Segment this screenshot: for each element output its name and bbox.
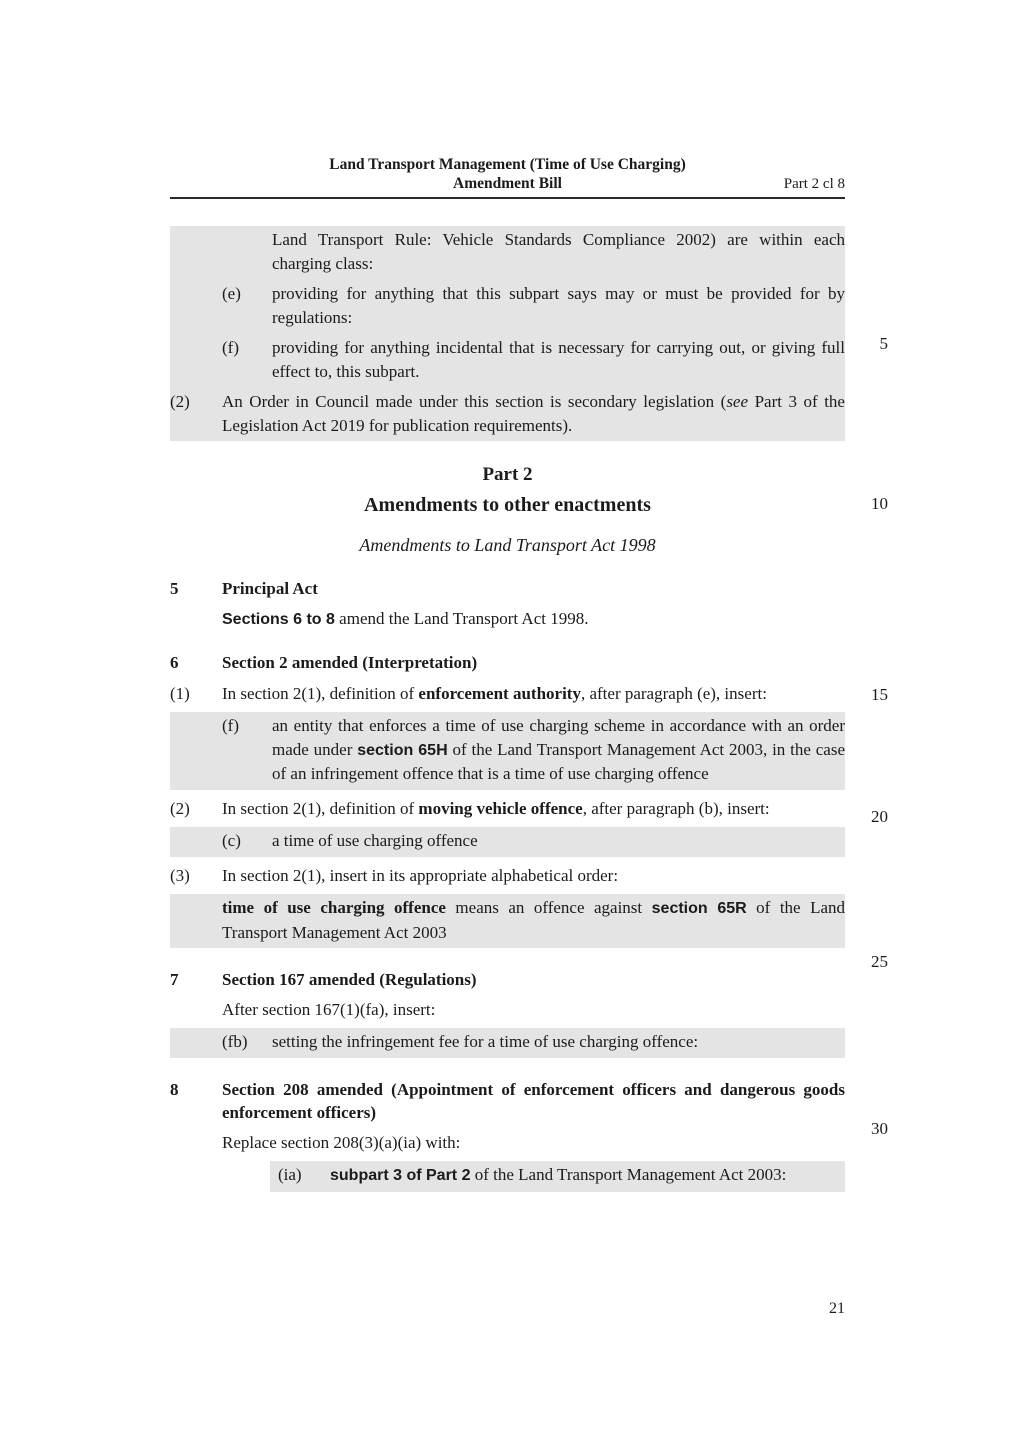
section-5 [170,577,845,631]
paragraph-text: setting the infringement fee for a time of use charging offence: [272,1032,699,1051]
section-number: 8 [170,1079,179,1099]
section-body [170,607,845,632]
subsection-marker: (2) [170,392,190,411]
header-part-reference: Part 2 cl 8 [783,176,845,192]
inserted-paragraph-c [170,827,845,857]
section-heading [170,577,845,601]
inserted-paragraph-fb [170,1028,845,1058]
subparagraph-ia [270,1163,845,1188]
subsection-text: In section 2(1), insert in its appropriate alphabetical order: [222,865,619,885]
subsection-1 [170,682,845,706]
part-title: Amendments to other enactments [364,494,651,516]
section-heading-text: Section 208 amended (Appointment of enforcement officers and dangerous goods enforcement officers) [222,1079,845,1122]
inserted-paragraph-f [170,712,845,790]
header-line2 [170,174,845,193]
paragraph-text: time of use charging offence means an offence against section 65R of the Land Transport Management Act 2003 [222,898,845,942]
paragraph-text: a time of use charging offence [272,831,478,850]
continuation-paragraph [170,228,845,275]
subsection-text: In section 2(1), definition of moving vehicle offence, after paragraph (b), insert: [222,798,770,818]
paragraph-marker: (ia) [278,1165,302,1184]
paragraph-marker: (c) [222,831,241,850]
section-body [170,998,845,1022]
header-title-line1: Land Transport Management (Time of Use Charging) [329,156,686,173]
section-heading-text: Section 2 amended (Interpretation) [222,653,478,672]
header-title-line2: Amendment Bill [453,175,562,192]
paragraph-marker: (f) [222,338,239,357]
subsection-marker: (2) [170,798,190,818]
subsection-marker: (1) [170,683,190,703]
paragraph-marker: (e) [222,284,241,303]
paragraph-c [170,829,845,853]
header-rule [170,197,845,199]
section-heading-text: Principal Act [222,579,318,598]
section-8 [170,1078,845,1192]
section-heading [170,968,845,992]
section-heading-text: Section 167 amended (Regulations) [222,970,477,989]
subsection-2 [170,797,845,821]
part-subheading: Amendments to Land Transport Act 1998 [359,535,656,555]
line-number-30: 30 [871,1119,888,1138]
document-content [170,155,845,1192]
subsection-marker: (3) [170,865,190,885]
inserted-definition [170,894,845,948]
paragraph-marker: (f) [222,716,239,735]
subsection-3 [170,864,845,888]
amendment-block-clause4 [170,226,845,441]
inserted-subparagraph-ia [270,1161,845,1192]
paragraph-fb [170,1030,845,1054]
section-number: 5 [170,579,179,598]
paragraph-f [170,714,845,786]
paragraph-e [170,282,845,329]
subsection-text: In section 2(1), definition of enforcement authority, after paragraph (e), insert: [222,683,767,703]
section-heading [170,651,845,675]
section-heading [170,1078,845,1125]
paragraph-text: an entity that enforces a time of use charging scheme in accordance with an order made under section 65H of the Land Transport Management Act 2003, in the case of an infringement offence that is a time of use charging offence [272,716,846,783]
paragraph-marker: (fb) [222,1032,248,1051]
line-number-25: 25 [871,952,888,971]
definition-paragraph [170,896,845,944]
line-number-10: 10 [871,494,888,513]
section-6 [170,651,845,948]
paragraph-f [170,336,845,383]
part-label: Part 2 [482,464,533,485]
paragraph-text: After section 167(1)(fa), insert: [222,999,436,1019]
running-header [170,155,845,199]
line-number-5: 5 [879,334,888,353]
paragraph-text: Replace section 208(3)(a)(ia) with: [222,1132,461,1152]
section-7 [170,968,845,1058]
section-number: 7 [170,970,179,989]
line-number-20: 20 [871,807,888,826]
subsection-text: An Order in Council made under this section is secondary legislation (see Part 3 of the Legislation Act 2019 for publication requirements). [222,392,845,435]
subsection-2 [170,390,845,437]
line-number-15: 15 [871,685,888,704]
paragraph-text: providing for anything incidental that is necessary for carrying out, or giving full effect to, this subpart. [272,338,845,381]
paragraph-text: providing for anything that this subpart says may or must be provided for by regulations: [272,284,845,327]
section-number: 6 [170,653,179,672]
section-body [170,1131,845,1155]
paragraph-text: Sections 6 to 8 amend the Land Transport Act 1998. [222,608,589,628]
paragraph-text: subpart 3 of Part 2 of the Land Transport Management Act 2003: [330,1165,787,1184]
page-number: 21 [829,1300,845,1317]
paragraph-text: Land Transport Rule: Vehicle Standards Compliance 2002) are within each charging class: [272,230,845,273]
